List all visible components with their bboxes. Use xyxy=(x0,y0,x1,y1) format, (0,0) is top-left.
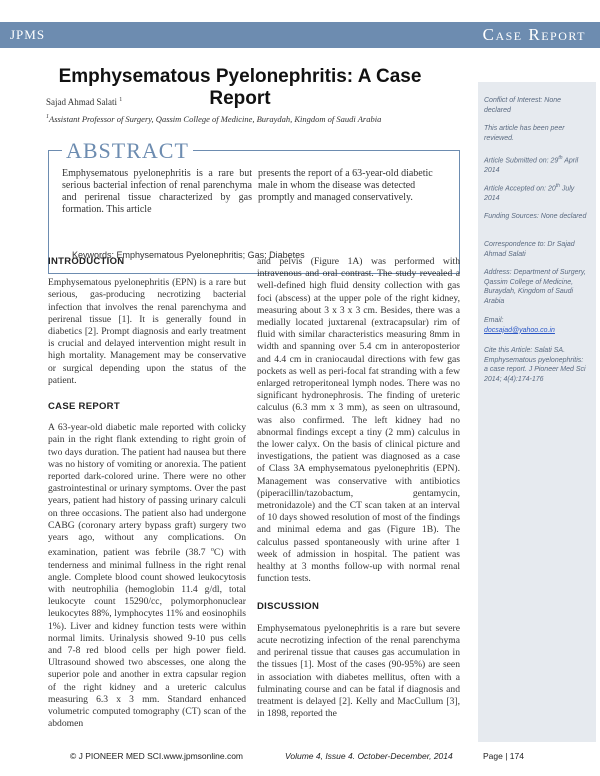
affiliation-sup: 1 xyxy=(46,114,49,121)
footer-copyright xyxy=(70,751,243,761)
submitted-label: Article Submitted on: 29 xyxy=(484,157,559,165)
accepted-date xyxy=(484,182,588,203)
right-column xyxy=(257,256,460,720)
abstract-heading: ABSTRACT xyxy=(62,138,193,164)
accepted-label: Article Accepted on: 20 xyxy=(484,185,556,193)
case-heading: CASE REPORT xyxy=(48,401,120,413)
discussion-heading: DISCUSSION xyxy=(257,601,320,613)
accepted-month: July 2014 xyxy=(484,185,575,202)
abstract-col-1: Emphysematous pyelonephritis is a rare but serious bacterial infection of renal parenchyma and perirenal tissue characterized by gas formation. This article xyxy=(62,168,252,215)
case-text-a: A 63-year-old diabetic male reported with colicky pain in the right flank extending to right groin of two days duration. The patient had nausea but there was no history of vomiting or anorexia. The patient reported dark-colored urine. There were no other gastrointestinal or urinary symptoms. Over the past years, patient had history of passing urinary calculi on three occasions. The patient also had undergone CABG (coronary artery bypass graft) surgery two years ago, without any complications. On examination, patient was febrile (38.7 xyxy=(48,422,246,559)
discussion-text: Emphysematous pyelonephritis is a rare but severe acute necrotizing infection of the renal parenchyma and perirenal tissue that causes gas accumulation in the tissues [1]. Most of the cases (90-95%) are seen in association with diabetes mellitus, often with a fulminating course and can be fatal if diagnosis and treatment is delayed [2]. Kelly and MacCullum [3], in 1898, reported the xyxy=(257,622,460,720)
left-column xyxy=(48,256,246,731)
email-block xyxy=(484,316,588,335)
section-label: Case Report xyxy=(482,25,586,44)
footer-website-link[interactable]: www.jpmsonline.com xyxy=(163,751,244,761)
peer-review-note: This article has been peer reviewed. xyxy=(484,125,565,142)
affiliation xyxy=(46,114,381,124)
intro-heading: INTRODUCTION xyxy=(48,256,125,267)
submitted-month: April 2014 xyxy=(484,157,579,174)
affiliation-text: Assistant Professor of Surgery, Qassim College of Medicine, Buraydah, Kingdom of Saudi Arabia xyxy=(49,114,382,124)
article-title: Emphysematous Pyelonephritis: A Case Report xyxy=(58,66,422,109)
email-link[interactable]: docsajad@yahoo.co.in xyxy=(484,326,555,334)
author-sup: 1 xyxy=(119,97,123,103)
submitted-sup: th xyxy=(558,155,563,161)
abstract-col-2: presents the report of a 63-year-old diabetic male in whom the disease was detected promptly and managed conservatively. xyxy=(258,168,433,203)
footer-page-number: Page | 174 xyxy=(483,751,524,761)
email-label: Email: xyxy=(484,317,504,324)
keywords: Keywords: Emphysematous Pyelonephritis; Gas; Diabetes xyxy=(72,250,305,260)
author-name: Sajad Ahmad Salati xyxy=(46,97,117,107)
degree-sup: o xyxy=(210,547,214,554)
funding-sources: Funding Sources: None declared xyxy=(484,213,587,220)
footer-prefix: © J PIONEER MED SCI. xyxy=(70,751,164,761)
correspondence: Correspondence to: Dr Sajad Ahmad Salati xyxy=(484,241,575,258)
journal-header-bar xyxy=(0,22,600,48)
intro-text: Emphysematous pyelonephritis (EPN) is a rare but serious, gas-producing necrotizing bacterial infection that involves the renal parenchyma and perirenal tissue [1]. It is generally found in diabetics [2]. Prompt diagnosis and early treatment is crucial and delayed intervention might result in high mortality. Management may be conservative or surgical depending upon the status of the patient. xyxy=(48,277,246,386)
accepted-sup: th xyxy=(555,183,560,189)
case-text-b: C) with tenderness and minimal fullness in the right renal angle. Complete blood count showed leukocytosis with neutrophilia (hemoglobin 11.4 g/dl, total leukocyte count 15290/cc, polymorphonuclear leukocytes 88%, lymphocytes 11% and eosinophils 1%). Liver and kidney function tests were within normal limits. Urinalysis showed 9-10 pus cells and 7-8 red blood cells per high power field. Ultrasound showed two abscesses, one along the superior pole and another in extra capsular region of the right kidney and a ureteric calculus measuring 6.3 x 3 mm. Standard enhanced volumetric computed tomography (CT) scan of the abdomen xyxy=(48,547,246,730)
cite-this-article: Cite this Article: Salati SA. Emphysematous pyelonephritis: a case report. J Pioneer Med Sci 2014; 4(4):174-176 xyxy=(484,347,586,383)
journal-abbrev: JPMS xyxy=(10,27,46,42)
submitted-date xyxy=(484,154,588,175)
address: Address: Department of Surgery, Qassim College of Medicine, Buraydah, Kingdom of Saudi Arabia xyxy=(484,269,586,305)
conflict-of-interest: Conflict of Interest: None declared xyxy=(484,97,562,114)
case-text xyxy=(48,422,246,730)
footer-volume: Volume 4, Issue 4. October-December, 2014 xyxy=(285,751,453,761)
case-text-continued: and pelvis (Figure 1A) was performed with intravenous and oral contrast. The study revealed a well-defined high fluid density collection with gas foci (abscess) at the upper pole of the right kidney, measuring about 3 x 3 x 3 cm. Besides, there was a medially located juxtarenal (extracapsular) rim of fluid with similar characteristics measuring 8mm in width and spanning over 5.4 cm in anteroposterior and 4.4 cm in craniocaudal directions with few gas pockets as well as peri-focal fat stranding with a few enlarged retroperitoneal lymph nodes. There was no significant hydronephrosis. The finding of ureteric calculus (6.3 mm x 3 mm), as seen on ultrasound, was also confirmed. The left kidney had no abnormal findings except a tiny (2 mm) calculus in the lower calyx. On the basis of clinical picture and investigations, the patient was diagnosed as a case of Class 3A emphysematous pyelonephritis (EPN). Management was conservative with antibiotics (piperacillin/tazobactum, gentamycin, metronidazole) and the CT scan taken at an interval of 10 days showed resolution of most of the findings and minimal edema and gas (Figure 1B). The calculus passed spontaneously with urine after 1 week of admission in hospital. The patient was healthy at 3 months follow-up with normal renal function tests. xyxy=(257,256,460,585)
author-line xyxy=(46,97,122,107)
article-info-sidebar xyxy=(478,82,596,742)
